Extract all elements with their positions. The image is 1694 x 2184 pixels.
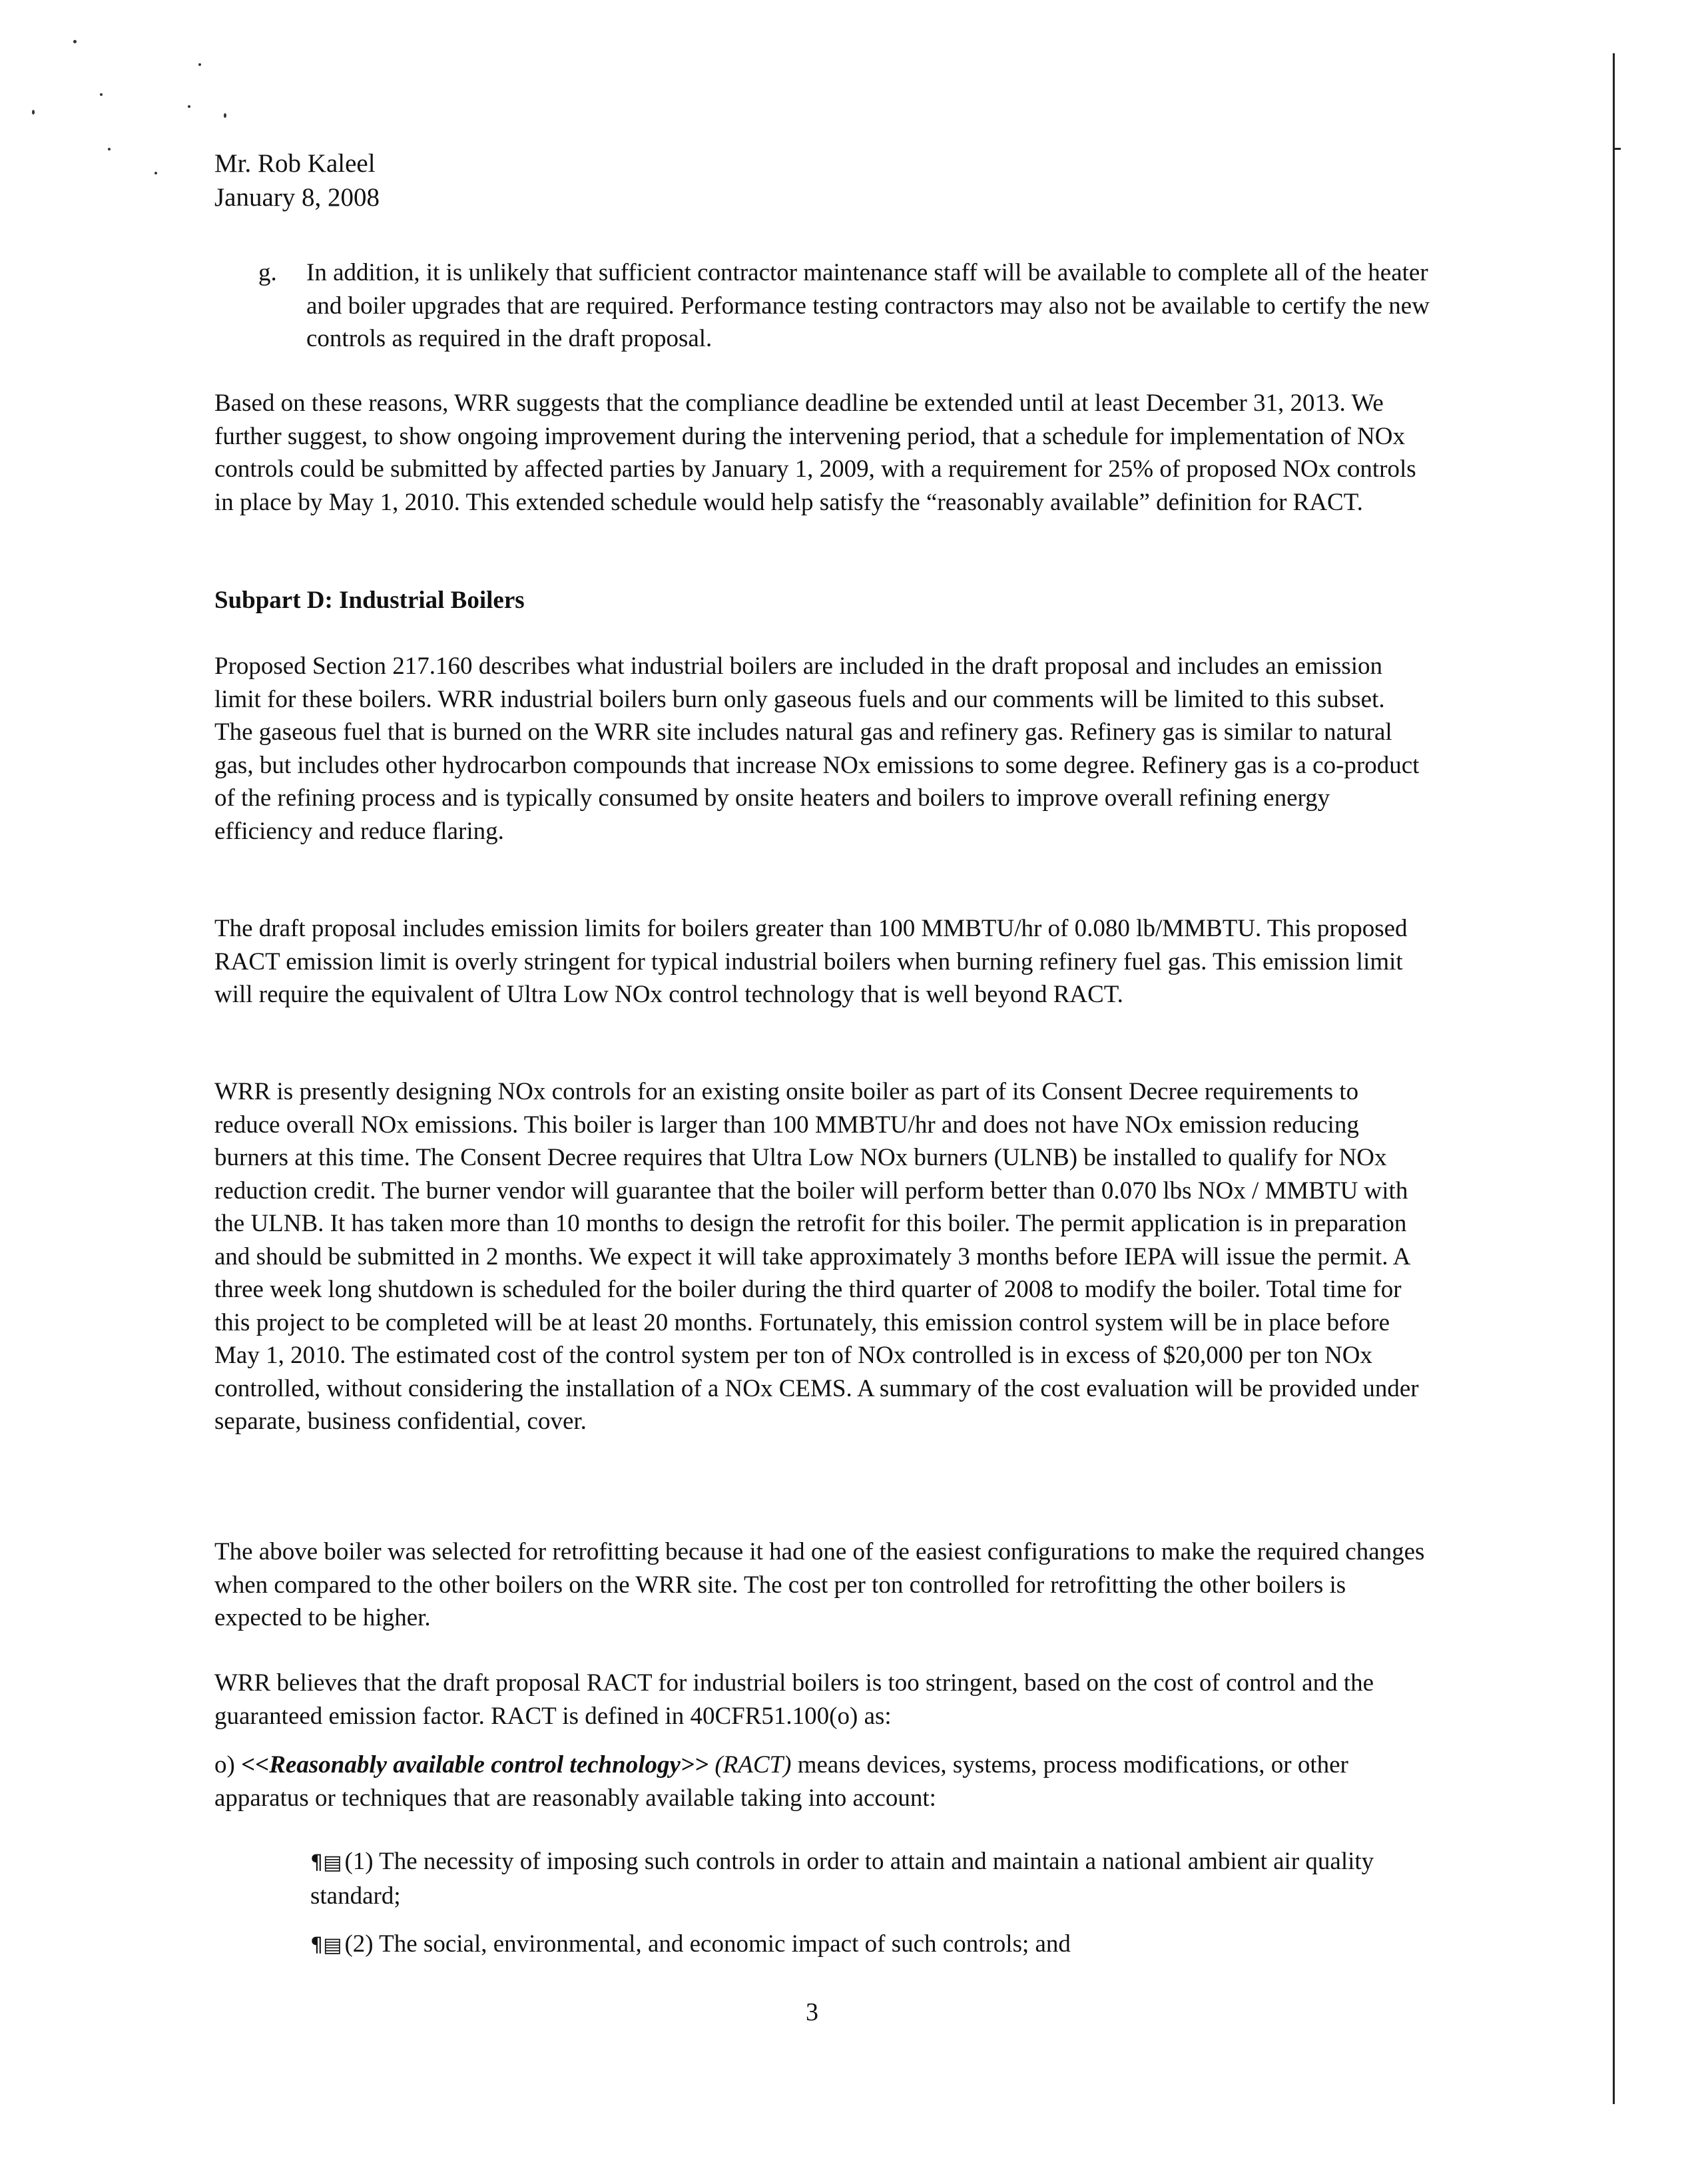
letter-header bbox=[214, 146, 380, 214]
letter-date: January 8, 2008 bbox=[214, 183, 380, 212]
paragraph-ract-definition-intro bbox=[214, 1667, 1426, 1733]
list-marker: g. bbox=[258, 259, 277, 286]
sub-item-text: (2) The social, environmental, and economic impact of such controls; and bbox=[344, 1930, 1071, 1958]
scan-speck bbox=[100, 93, 103, 96]
list-item-g bbox=[258, 256, 1430, 356]
list-item-text: In addition, it is unlikely that sufficient contractor maintenance staff will be available to complete all of the heater and boiler upgrades that are required. Performance testing contractors may also not be available to certify the new controls as required in the draft proposal. bbox=[306, 259, 1430, 352]
ract-definition bbox=[214, 1749, 1426, 1814]
paragraph-compliance-deadline bbox=[214, 387, 1426, 519]
scan-speck bbox=[73, 40, 77, 43]
scan-edge-line bbox=[1613, 53, 1615, 2104]
paragraph-onsite-boiler bbox=[214, 1075, 1426, 1438]
paragraph-text: Based on these reasons, WRR suggests that the compliance deadline be extended until at least December 31, 2013. We further suggest, to show ongoing improvement during the intervening period, that a schedule for implementation of NOx controls could be submitted by affected parties by January 1, 2009, with a requirement for 25% of proposed NOx controls in place by May 1, 2010. This extended schedule would help satisfy the “reasonably available” definition for RACT. bbox=[214, 390, 1416, 516]
recipient-name: Mr. Rob Kaleel bbox=[214, 149, 376, 178]
scan-edge-tick bbox=[1614, 148, 1621, 150]
scan-speck bbox=[198, 63, 201, 66]
paragraph-retrofitting bbox=[214, 1535, 1426, 1635]
scan-speck bbox=[188, 105, 190, 108]
scan-speck bbox=[32, 110, 35, 115]
definition-abbrev: (RACT) bbox=[714, 1751, 792, 1778]
section-heading: Subpart D: Industrial Boilers bbox=[214, 587, 525, 614]
paragraph-text: The above boiler was selected for retrofitting because it had one of the easiest configurations to make the required changes when compared to the other boilers on the WRR site. The cost per ton controlled for retrofitting the other boilers is expected to be higher. bbox=[214, 1538, 1425, 1631]
definition-prefix: o) bbox=[214, 1751, 242, 1778]
paragraph-section-217-160 bbox=[214, 650, 1426, 848]
paragraph-note-icon: ¶▤ bbox=[310, 1934, 342, 1957]
paragraph-note-icon: ¶▤ bbox=[310, 1851, 342, 1874]
scan-speck bbox=[108, 148, 111, 150]
paragraph-text: Proposed Section 217.160 describes what industrial boilers are included in the draft proposal and includes an emission limit for these boilers. WRR industrial boilers burn only gaseous fuels and our comments will be limited to this subset. The gaseous fuel that is burned on the WRR site includes natural gas and refinery gas. Refinery gas is similar to natural gas, but includes other hydrocarbon compounds that increase NOx emissions to some degree. Refinery gas is a co-product of the refining process and is typically consumed by onsite heaters and boilers to improve overall refining energy efficiency and reduce flaring. bbox=[214, 653, 1420, 845]
paragraph-emission-limits bbox=[214, 912, 1426, 1011]
sub-item-text: (1) The necessity of imposing such controls in order to attain and maintain a national ambient air quality standard; bbox=[310, 1848, 1374, 1910]
paragraph-text: The draft proposal includes emission limits for boilers greater than 100 MMBTU/hr of 0.080 lb/MMBTU. This proposed RACT emission limit is overly stringent for typical industrial boilers when burning refinery fuel gas. This emission limit will require the equivalent of Ultra Low NOx control technology that is well beyond RACT. bbox=[214, 915, 1408, 1008]
definition-sub-item-2 bbox=[310, 1928, 1436, 1962]
scan-speck bbox=[224, 113, 226, 118]
definition-text: means devices, systems, process modifications, or other apparatus or techniques that are reasonably available taking into account: bbox=[214, 1751, 1348, 1812]
definition-sub-item-1 bbox=[310, 1845, 1436, 1912]
definition-term: <<Reasonably available control technology>> bbox=[241, 1751, 709, 1778]
paragraph-text: WRR believes that the draft proposal RACT for industrial boilers is too stringent, based on the cost of control and the guaranteed emission factor. RACT is defined in 40CFR51.100(o) as: bbox=[214, 1669, 1374, 1730]
scan-speck bbox=[154, 172, 157, 174]
page-number: 3 bbox=[806, 1998, 818, 2026]
paragraph-text: WRR is presently designing NOx controls for an existing onsite boiler as part of its Consent Decree requirements to reduce overall NOx emissions. This boiler is larger than 100 MMBTU/hr and does not have NOx emission reducing burners at this time. The Consent Decree requires that Ultra Low NOx burners (ULNB) be installed to qualify for NOx reduction credit. The burner vendor will guarantee that the boiler will perform better than 0.070 lbs NOx / MMBTU with the ULNB. It has taken more than 10 months to design the retrofit for this boiler. The permit application is in preparation and should be submitted in 2 months. We expect it will take approximately 3 months before IEPA will issue the permit. A three week long shutdown is scheduled for the boiler during the third quarter of 2008 to modify the boiler. Total time for this project to be completed will be at least 20 months. Fortunately, this emission control system will be in place before May 1, 2010. The estimated cost of the control system per ton of NOx controlled is in excess of $20,000 per ton NOx controlled, without considering the installation of a NOx CEMS. A summary of the cost evaluation will be provided under separate, business confidential, cover. bbox=[214, 1078, 1419, 1435]
